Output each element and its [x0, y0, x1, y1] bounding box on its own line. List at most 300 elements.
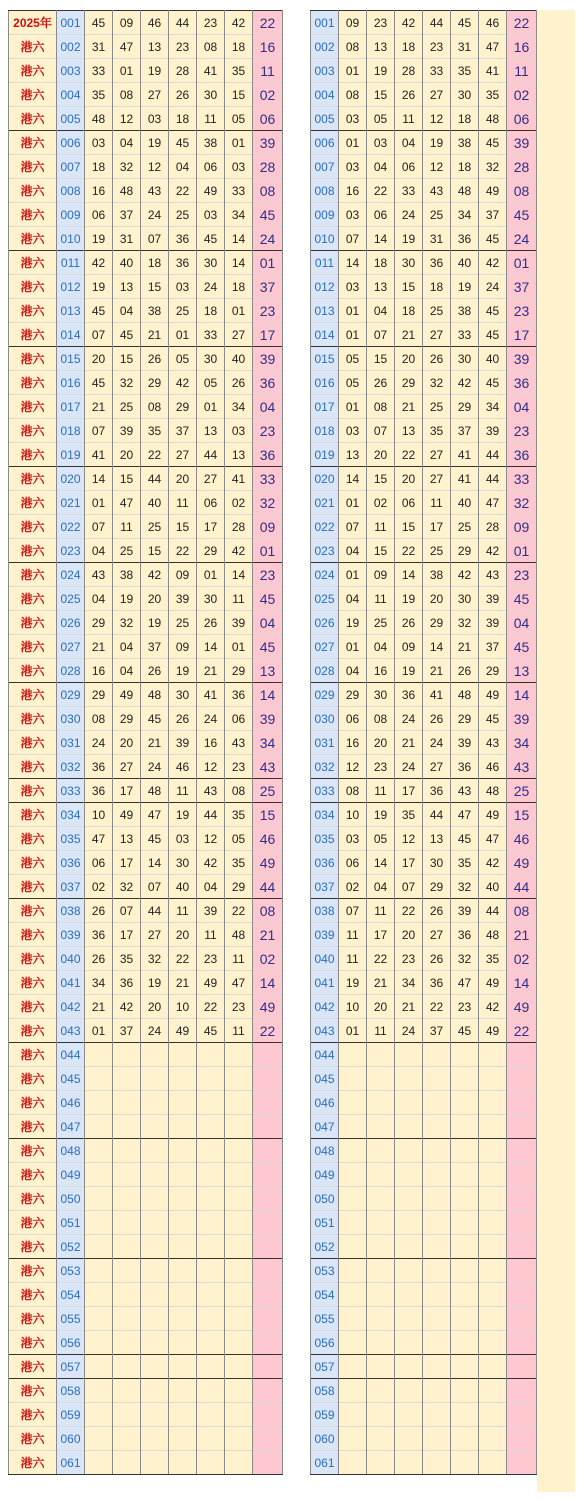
- drawn-number: 21: [395, 731, 423, 755]
- drawn-number: 35: [423, 419, 451, 443]
- row-label: 港六: [9, 827, 57, 851]
- drawn-number: 30: [197, 347, 225, 371]
- table-row: [311, 155, 537, 179]
- drawn-number: [113, 1427, 141, 1451]
- drawn-number: 12: [423, 155, 451, 179]
- drawn-number: 45: [141, 827, 169, 851]
- special-number: [253, 1211, 283, 1235]
- drawn-number: 04: [339, 587, 367, 611]
- drawn-number: 08: [85, 707, 113, 731]
- drawn-number: 41: [225, 467, 253, 491]
- drawn-number: 22: [169, 947, 197, 971]
- drawn-number: 04: [169, 155, 197, 179]
- drawn-number: [367, 1379, 395, 1403]
- drawn-number: 40: [451, 491, 479, 515]
- drawn-number: 29: [225, 875, 253, 899]
- drawn-number: 04: [339, 539, 367, 563]
- table-row: [311, 539, 537, 563]
- drawn-number: [423, 1067, 451, 1091]
- drawn-number: 44: [169, 11, 197, 35]
- drawn-number: 19: [339, 971, 367, 995]
- drawn-number: [197, 1355, 225, 1379]
- drawn-number: 07: [395, 875, 423, 899]
- drawn-number: 02: [85, 875, 113, 899]
- drawn-number: 24: [197, 275, 225, 299]
- drawn-number: 22: [395, 899, 423, 923]
- drawn-number: 39: [225, 611, 253, 635]
- drawn-number: 24: [85, 731, 113, 755]
- drawn-number: 45: [479, 707, 507, 731]
- special-number: 33: [507, 467, 537, 491]
- issue-number: 012: [57, 275, 85, 299]
- row-label: 港六: [9, 275, 57, 299]
- drawn-number: 27: [141, 923, 169, 947]
- issue-number: 041: [311, 971, 339, 995]
- drawn-number: 45: [197, 227, 225, 251]
- drawn-number: 13: [225, 443, 253, 467]
- special-number: 33: [253, 467, 283, 491]
- table-row: [311, 1403, 537, 1427]
- row-label: 港六: [9, 1067, 57, 1091]
- row-label: 港六: [9, 299, 57, 323]
- special-number: 08: [507, 899, 537, 923]
- drawn-number: 28: [169, 59, 197, 83]
- issue-number: 010: [311, 227, 339, 251]
- issue-number: 025: [57, 587, 85, 611]
- drawn-number: 18: [85, 155, 113, 179]
- drawn-number: 17: [367, 923, 395, 947]
- drawn-number: 17: [197, 515, 225, 539]
- drawn-number: 15: [395, 515, 423, 539]
- drawn-number: [113, 1187, 141, 1211]
- drawn-number: [113, 1067, 141, 1091]
- drawn-number: [395, 1451, 423, 1475]
- drawn-number: 08: [339, 779, 367, 803]
- drawn-number: [339, 1115, 367, 1139]
- special-number: 08: [253, 179, 283, 203]
- table-row: [9, 635, 283, 659]
- issue-number: 051: [311, 1211, 339, 1235]
- special-number: 25: [253, 779, 283, 803]
- drawn-number: 42: [169, 371, 197, 395]
- issue-number: 028: [311, 659, 339, 683]
- drawn-number: [339, 1403, 367, 1427]
- special-number: 02: [507, 947, 537, 971]
- drawn-number: 27: [423, 467, 451, 491]
- row-label: 港六: [9, 947, 57, 971]
- special-number: 45: [253, 635, 283, 659]
- drawn-number: 22: [169, 179, 197, 203]
- drawn-number: 45: [169, 131, 197, 155]
- drawn-number: 11: [339, 947, 367, 971]
- special-number: [507, 1331, 537, 1355]
- drawn-number: 01: [225, 299, 253, 323]
- drawn-number: [197, 1043, 225, 1067]
- issue-number: 019: [311, 443, 339, 467]
- special-number: 46: [507, 827, 537, 851]
- drawn-number: 09: [367, 563, 395, 587]
- drawn-number: 05: [339, 371, 367, 395]
- drawn-number: 23: [395, 947, 423, 971]
- drawn-number: [339, 1091, 367, 1115]
- row-label: 港六: [9, 755, 57, 779]
- drawn-number: 21: [141, 323, 169, 347]
- table-row: [311, 587, 537, 611]
- table-row: [311, 635, 537, 659]
- drawn-number: [395, 1307, 423, 1331]
- table-row: [9, 155, 283, 179]
- table-row: [9, 1019, 283, 1043]
- drawn-number: 19: [169, 659, 197, 683]
- drawn-number: 10: [339, 995, 367, 1019]
- drawn-number: [113, 1379, 141, 1403]
- drawn-number: [141, 1139, 169, 1163]
- drawn-number: [451, 1115, 479, 1139]
- drawn-number: [225, 1307, 253, 1331]
- drawn-number: 17: [423, 515, 451, 539]
- drawn-number: 29: [339, 683, 367, 707]
- drawn-number: [367, 1283, 395, 1307]
- table-row: [9, 1139, 283, 1163]
- drawn-number: 25: [423, 299, 451, 323]
- drawn-number: 35: [225, 803, 253, 827]
- drawn-number: 03: [169, 827, 197, 851]
- drawn-number: [479, 1379, 507, 1403]
- issue-number: 042: [57, 995, 85, 1019]
- drawn-number: [423, 1163, 451, 1187]
- drawn-number: [451, 1283, 479, 1307]
- drawn-number: [85, 1139, 113, 1163]
- drawn-number: 11: [367, 1019, 395, 1043]
- drawn-number: [141, 1067, 169, 1091]
- drawn-number: [169, 1235, 197, 1259]
- drawn-number: [479, 1187, 507, 1211]
- drawn-number: 18: [367, 251, 395, 275]
- drawn-number: 14: [225, 227, 253, 251]
- drawn-number: 27: [197, 467, 225, 491]
- drawn-number: 27: [423, 323, 451, 347]
- drawn-number: [169, 1307, 197, 1331]
- special-number: [507, 1163, 537, 1187]
- issue-number: 004: [57, 83, 85, 107]
- issue-number: 037: [311, 875, 339, 899]
- drawn-number: 45: [113, 323, 141, 347]
- drawn-number: 36: [85, 923, 113, 947]
- drawn-number: 26: [197, 611, 225, 635]
- special-number: 23: [507, 563, 537, 587]
- special-number: 34: [507, 731, 537, 755]
- drawn-number: [197, 1187, 225, 1211]
- table-row: [311, 83, 537, 107]
- drawn-number: 25: [169, 203, 197, 227]
- special-number: 45: [507, 203, 537, 227]
- drawn-number: 11: [225, 587, 253, 611]
- special-number: 16: [507, 35, 537, 59]
- drawn-number: 01: [85, 1019, 113, 1043]
- table-row: [9, 1067, 283, 1091]
- drawn-number: 39: [479, 419, 507, 443]
- table-row: [9, 1331, 283, 1355]
- special-number: 04: [507, 611, 537, 635]
- drawn-number: 03: [169, 275, 197, 299]
- drawn-number: [451, 1355, 479, 1379]
- drawn-number: 10: [169, 995, 197, 1019]
- drawn-number: 27: [225, 323, 253, 347]
- drawn-number: 34: [479, 395, 507, 419]
- drawn-number: 31: [113, 227, 141, 251]
- special-number: [253, 1451, 283, 1475]
- issue-number: 047: [57, 1115, 85, 1139]
- drawn-number: 48: [113, 179, 141, 203]
- special-number: 46: [253, 827, 283, 851]
- row-label: 港六: [9, 251, 57, 275]
- drawn-number: 43: [451, 779, 479, 803]
- drawn-number: [395, 1043, 423, 1067]
- drawn-number: 32: [451, 875, 479, 899]
- drawn-number: 41: [479, 59, 507, 83]
- issue-number: 043: [57, 1019, 85, 1043]
- drawn-number: 22: [367, 947, 395, 971]
- drawn-number: [395, 1259, 423, 1283]
- drawn-number: 15: [367, 83, 395, 107]
- issue-number: 036: [311, 851, 339, 875]
- drawn-number: 24: [141, 755, 169, 779]
- drawn-number: [225, 1331, 253, 1355]
- drawn-number: [197, 1451, 225, 1475]
- drawn-number: [141, 1043, 169, 1067]
- drawn-number: [169, 1331, 197, 1355]
- issue-number: 039: [57, 923, 85, 947]
- drawn-number: 03: [339, 419, 367, 443]
- table-row: [311, 851, 537, 875]
- drawn-number: [85, 1379, 113, 1403]
- drawn-number: 01: [339, 395, 367, 419]
- table-row: [9, 827, 283, 851]
- row-label: 港六: [9, 635, 57, 659]
- drawn-number: 46: [479, 11, 507, 35]
- drawn-number: 15: [169, 515, 197, 539]
- table-row: [9, 683, 283, 707]
- drawn-number: 18: [141, 251, 169, 275]
- drawn-number: [367, 1307, 395, 1331]
- drawn-number: [225, 1235, 253, 1259]
- row-label: 港六: [9, 1307, 57, 1331]
- row-label: 港六: [9, 1211, 57, 1235]
- row-label: 港六: [9, 587, 57, 611]
- drawn-number: 37: [141, 635, 169, 659]
- special-number: 49: [507, 995, 537, 1019]
- drawn-number: 14: [85, 467, 113, 491]
- drawn-number: 26: [423, 347, 451, 371]
- issue-number: 023: [57, 539, 85, 563]
- drawn-number: [197, 1115, 225, 1139]
- drawn-number: [451, 1379, 479, 1403]
- row-label: 港六: [9, 1355, 57, 1379]
- drawn-number: 30: [197, 587, 225, 611]
- drawn-number: 47: [451, 971, 479, 995]
- drawn-number: 11: [367, 515, 395, 539]
- drawn-number: [339, 1307, 367, 1331]
- drawn-number: 06: [339, 851, 367, 875]
- issue-number: 023: [311, 539, 339, 563]
- issue-number: 022: [311, 515, 339, 539]
- drawn-number: [423, 1379, 451, 1403]
- drawn-number: 28: [395, 59, 423, 83]
- special-number: 09: [253, 515, 283, 539]
- drawn-number: 18: [197, 299, 225, 323]
- drawn-number: 39: [169, 731, 197, 755]
- drawn-number: [197, 1235, 225, 1259]
- drawn-number: 08: [197, 35, 225, 59]
- drawn-number: 23: [367, 755, 395, 779]
- drawn-number: [479, 1163, 507, 1187]
- issue-number: 025: [311, 587, 339, 611]
- table-row: [9, 899, 283, 923]
- issue-number: 053: [311, 1259, 339, 1283]
- drawn-number: 30: [451, 347, 479, 371]
- drawn-number: 32: [113, 371, 141, 395]
- issue-number: 004: [311, 83, 339, 107]
- special-number: 02: [507, 83, 537, 107]
- table-row: [311, 563, 537, 587]
- row-label: 港六: [9, 779, 57, 803]
- drawn-number: 23: [451, 995, 479, 1019]
- row-label: 港六: [9, 1043, 57, 1067]
- drawn-number: 20: [395, 923, 423, 947]
- drawn-number: 40: [451, 251, 479, 275]
- drawn-number: [479, 1355, 507, 1379]
- drawn-number: 13: [367, 35, 395, 59]
- table-row: [311, 995, 537, 1019]
- table-row: [311, 467, 537, 491]
- drawn-number: 44: [197, 803, 225, 827]
- drawn-number: 15: [141, 275, 169, 299]
- drawn-number: [197, 1379, 225, 1403]
- drawn-number: [451, 1331, 479, 1355]
- drawn-number: 37: [169, 419, 197, 443]
- drawn-number: 47: [141, 803, 169, 827]
- drawn-number: 30: [197, 83, 225, 107]
- special-number: 39: [507, 347, 537, 371]
- drawn-number: 04: [85, 539, 113, 563]
- drawn-number: 07: [141, 875, 169, 899]
- drawn-number: 26: [395, 83, 423, 107]
- drawn-number: 16: [367, 659, 395, 683]
- drawn-number: 27: [141, 83, 169, 107]
- drawn-number: 01: [225, 131, 253, 155]
- row-label: 港六: [9, 731, 57, 755]
- issue-number: 059: [57, 1403, 85, 1427]
- drawn-number: 42: [451, 563, 479, 587]
- issue-number: 049: [57, 1163, 85, 1187]
- drawn-number: 29: [423, 611, 451, 635]
- issue-number: 030: [57, 707, 85, 731]
- drawn-number: 03: [339, 203, 367, 227]
- drawn-number: 43: [423, 179, 451, 203]
- special-number: [253, 1427, 283, 1451]
- drawn-number: 08: [339, 83, 367, 107]
- table-row: [311, 923, 537, 947]
- drawn-number: 48: [141, 683, 169, 707]
- drawn-number: [367, 1043, 395, 1067]
- drawn-number: 26: [169, 707, 197, 731]
- drawn-number: 21: [395, 995, 423, 1019]
- drawn-number: [479, 1235, 507, 1259]
- table-row: [311, 1283, 537, 1307]
- drawn-number: 29: [451, 395, 479, 419]
- drawn-number: 19: [141, 971, 169, 995]
- drawn-number: 29: [169, 395, 197, 419]
- drawn-number: 36: [85, 779, 113, 803]
- drawn-number: [225, 1067, 253, 1091]
- drawn-number: 01: [339, 323, 367, 347]
- special-number: 32: [253, 491, 283, 515]
- drawn-number: 34: [225, 395, 253, 419]
- special-number: 44: [253, 875, 283, 899]
- drawn-number: [339, 1139, 367, 1163]
- special-number: [253, 1403, 283, 1427]
- issue-number: 048: [57, 1139, 85, 1163]
- drawn-number: [197, 1331, 225, 1355]
- table-row: [311, 1067, 537, 1091]
- drawn-number: 43: [225, 731, 253, 755]
- issue-number: 003: [57, 59, 85, 83]
- drawn-number: 13: [141, 35, 169, 59]
- issue-number: 055: [57, 1307, 85, 1331]
- row-label: 港六: [9, 83, 57, 107]
- drawn-number: [113, 1259, 141, 1283]
- special-number: [253, 1283, 283, 1307]
- issue-number: 014: [311, 323, 339, 347]
- special-number: 44: [507, 875, 537, 899]
- drawn-number: 48: [479, 107, 507, 131]
- table-row: [311, 731, 537, 755]
- special-number: 11: [253, 59, 283, 83]
- issue-number: 050: [57, 1187, 85, 1211]
- drawn-number: [85, 1067, 113, 1091]
- drawn-number: 42: [479, 851, 507, 875]
- drawn-number: [169, 1139, 197, 1163]
- drawn-number: 25: [423, 203, 451, 227]
- table-row: [311, 899, 537, 923]
- drawn-number: [141, 1187, 169, 1211]
- drawn-number: 32: [451, 947, 479, 971]
- issue-number: 054: [311, 1283, 339, 1307]
- drawn-number: 20: [113, 443, 141, 467]
- row-label: 港六: [9, 107, 57, 131]
- drawn-number: 49: [197, 179, 225, 203]
- drawn-number: [451, 1403, 479, 1427]
- drawn-number: [479, 1331, 507, 1355]
- table-row: [311, 299, 537, 323]
- drawn-number: [451, 1187, 479, 1211]
- drawn-number: 30: [451, 83, 479, 107]
- issue-number: 059: [311, 1403, 339, 1427]
- drawn-number: 19: [169, 803, 197, 827]
- table-row: [9, 1403, 283, 1427]
- table-row: [311, 35, 537, 59]
- special-number: 13: [507, 659, 537, 683]
- issue-number: 038: [311, 899, 339, 923]
- drawn-number: [169, 1115, 197, 1139]
- drawn-number: 15: [367, 539, 395, 563]
- drawn-number: [367, 1115, 395, 1139]
- issue-number: 049: [311, 1163, 339, 1187]
- special-number: 24: [253, 227, 283, 251]
- special-number: 14: [253, 971, 283, 995]
- drawn-number: [141, 1163, 169, 1187]
- drawn-number: 03: [225, 419, 253, 443]
